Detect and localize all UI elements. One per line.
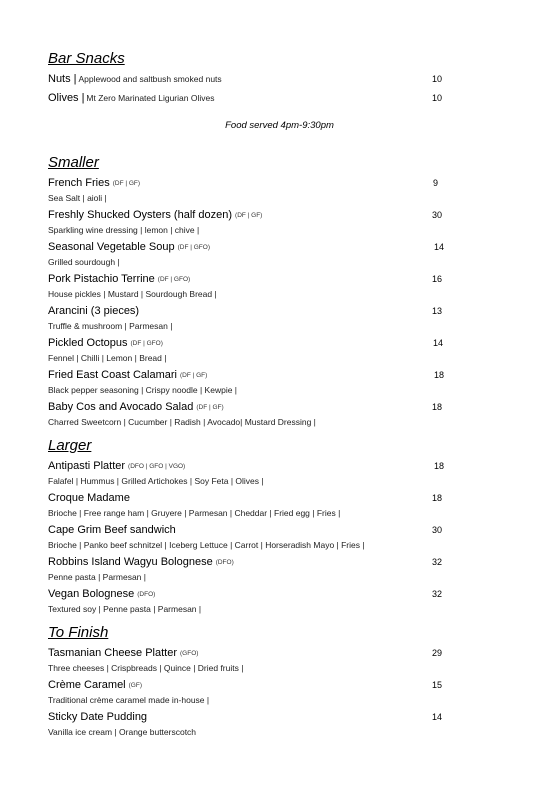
dietary-tag: (DFO) (137, 591, 156, 598)
item-description: Grilled sourdough | (48, 257, 120, 267)
dietary-tag: (DF | GFO) (177, 244, 210, 251)
item-name: Pork Pistachio Terrine (48, 273, 155, 285)
item-price: 18 (434, 461, 445, 471)
item-description: Truffle & mushroom | Parmesan | (48, 321, 173, 331)
separator: | (81, 92, 85, 104)
dietary-tag: (DF | GF) (196, 404, 224, 411)
menu-item-name (48, 400, 224, 415)
item-price: 18 (432, 493, 443, 503)
item-description: Penne pasta | Parmesan | (48, 572, 146, 582)
item-description: Charred Sweetcorn | Cucumber | Radish | Avocado| Mustard Dressing | (48, 417, 316, 427)
dietary-tag: (DFO | GFO | VGO) (128, 463, 186, 470)
item-name: Robbins Island Wagyu Bolognese (48, 556, 213, 568)
item-name: Crème Caramel (48, 679, 126, 691)
dietary-tag: (DF | GFO) (157, 276, 191, 283)
item-name: Vegan Bolognese (48, 588, 135, 600)
dietary-tag: (GFO) (180, 650, 199, 657)
item-description: Black pepper seasoning | Crispy noodle | Kewpie | (48, 385, 238, 395)
menu-item-olives (48, 91, 214, 105)
menu-item-nuts (48, 72, 222, 86)
item-description: Applewood and saltbush smoked nuts (78, 74, 222, 84)
item-name: Nuts (48, 73, 71, 85)
menu-item-name (48, 523, 179, 538)
item-name: Antipasti Platter (48, 460, 126, 472)
item-description: Textured soy | Penne pasta | Parmesan | (48, 604, 202, 614)
item-description: Traditional crème caramel made in-house | (48, 695, 210, 705)
item-price: 13 (432, 306, 443, 316)
menu-item-name (48, 240, 210, 255)
dietary-tag: (DFO) (215, 559, 234, 566)
item-name: Cape Grim Beef sandwich (48, 524, 176, 536)
item-name: Tasmanian Cheese Platter (48, 647, 178, 659)
item-description: Brioche | Free range ham | Gruyere | Parmesan | Cheddar | Fried egg | Fries | (48, 508, 341, 518)
item-description: Sea Salt | aioli | (48, 193, 107, 203)
item-name: French Fries (48, 177, 110, 189)
item-name: Freshly Shucked Oysters (half dozen) (48, 209, 233, 221)
item-description: House pickles | Mustard | Sourdough Bread | (48, 289, 217, 299)
item-description: Falafel | Hummus | Grilled Artichokes | Soy Feta | Olives | (48, 476, 264, 486)
item-description: Mt Zero Marinated Ligurian Olives (86, 93, 215, 103)
item-price: 16 (432, 274, 443, 284)
menu-item-name (48, 646, 198, 661)
section-title-to-finish: To Finish (48, 624, 109, 641)
item-price: 32 (432, 589, 443, 599)
item-price: 30 (432, 210, 443, 220)
menu-item-name (48, 272, 190, 287)
item-price: 18 (432, 402, 443, 412)
item-name: Arancini (3 pieces) (48, 305, 140, 317)
dietary-tag: (DF | GF) (235, 212, 263, 219)
menu-item-name (48, 208, 262, 223)
item-price: 10 (432, 93, 443, 103)
item-name: Seasonal Vegetable Soup (48, 241, 175, 253)
dietary-tag: (DF | GF) (112, 180, 141, 187)
menu-item-name (48, 459, 185, 474)
section-title-smaller: Smaller (48, 154, 99, 171)
menu-item-name (48, 336, 163, 351)
item-name: Olives (48, 92, 79, 104)
item-price: 14 (434, 242, 445, 252)
dietary-tag: (DF | GFO) (130, 340, 163, 347)
item-description: Vanilla ice cream | Orange butterscotch (48, 727, 197, 737)
item-name: Croque Madame (48, 492, 130, 504)
menu-item-name (48, 678, 142, 693)
menu-item-name (48, 176, 140, 191)
item-description: Fennel | Chilli | Lemon | Bread | (48, 353, 167, 363)
item-name: Fried East Coast Calamari (48, 369, 177, 381)
item-price: 29 (432, 648, 443, 658)
menu-item-name (48, 587, 155, 602)
item-price: 18 (434, 370, 445, 380)
dietary-tag: (GF) (128, 682, 142, 689)
item-price: 15 (432, 680, 443, 690)
item-description: Brioche | Panko beef schnitzel | Iceberg Lettuce | Carrot | Horseradish Mayo | Fries | (48, 540, 365, 550)
item-description: Three cheeses | Crispbreads | Quince | Dried fruits | (48, 663, 244, 673)
menu-item-name (48, 710, 150, 725)
separator: | (73, 73, 77, 85)
dietary-tag: (DF | GF) (180, 372, 208, 379)
item-price: 14 (432, 712, 443, 722)
item-price: 32 (432, 557, 443, 567)
item-name: Pickled Octopus (48, 337, 128, 349)
item-name: Sticky Date Pudding (48, 711, 148, 723)
item-price: 30 (432, 525, 443, 535)
item-name: Baby Cos and Avocado Salad (48, 401, 194, 413)
menu-item-name (48, 304, 142, 319)
section-title-bar-snacks: Bar Snacks (48, 50, 125, 67)
served-hours-note: Food served 4pm-9:30pm (225, 120, 334, 131)
section-title-larger: Larger (48, 437, 92, 454)
item-price: 9 (433, 178, 439, 188)
menu-item-name (48, 555, 234, 570)
menu-item-name (48, 491, 133, 506)
item-price: 10 (432, 74, 443, 84)
item-price: 14 (433, 338, 444, 348)
menu-item-name (48, 368, 207, 383)
item-description: Sparkling wine dressing | lemon | chive | (48, 225, 200, 235)
